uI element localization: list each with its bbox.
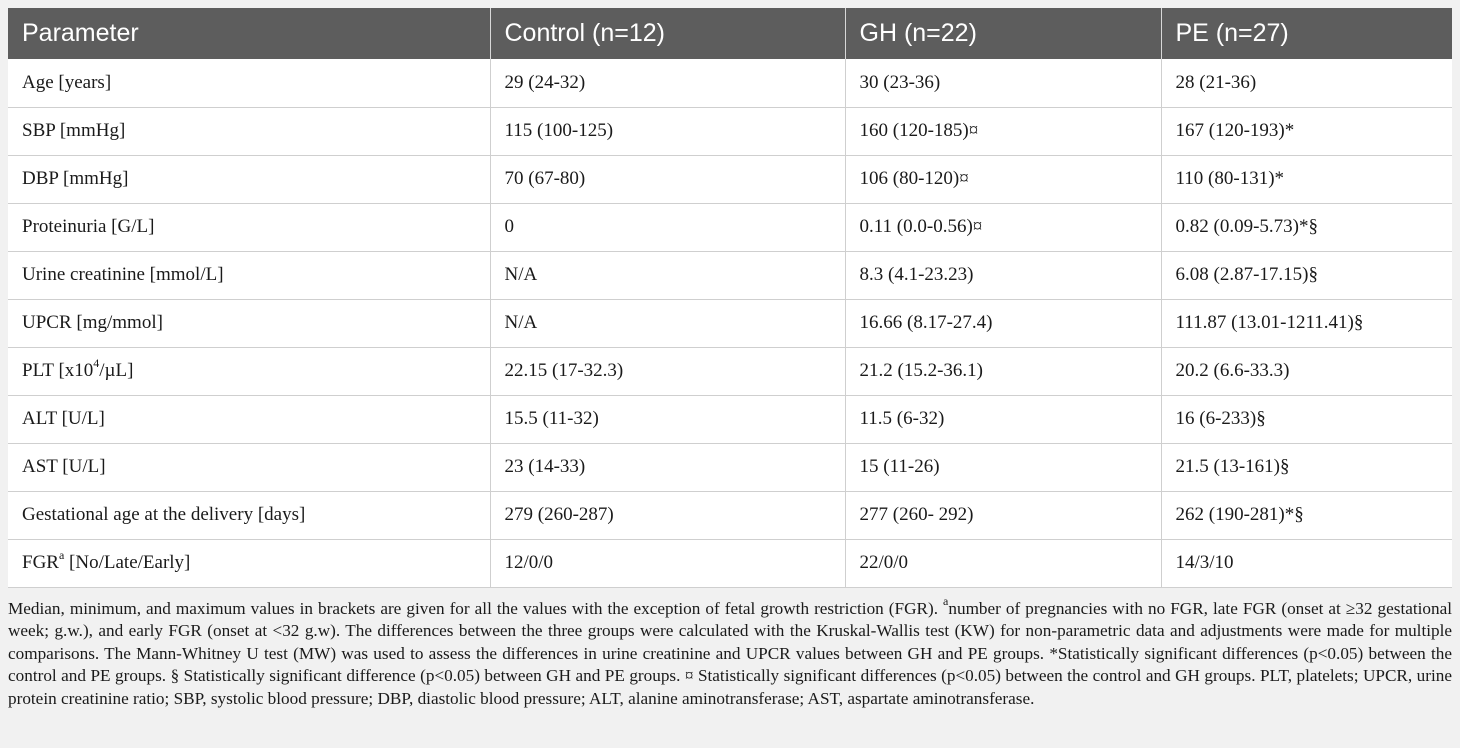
cell-control: 22.15 (17-32.3) (490, 347, 845, 395)
cell-control: 15.5 (11-32) (490, 395, 845, 443)
cell-pe: 110 (80-131)* (1161, 155, 1452, 203)
cell-pe: 21.5 (13-161)§ (1161, 443, 1452, 491)
cell-control: 115 (100-125) (490, 107, 845, 155)
parameter-superscript: 4 (93, 355, 100, 370)
results-table (8, 8, 1452, 588)
cell-control: 0 (490, 203, 845, 251)
table-body (8, 59, 1452, 587)
parameter-label: AST [U/L] (22, 456, 106, 477)
header-parameter: Parameter (8, 8, 490, 59)
table-row (8, 203, 1452, 251)
cell-pe: 6.08 (2.87-17.15)§ (1161, 251, 1452, 299)
cell-parameter (8, 491, 490, 539)
cell-gh: 277 (260- 292) (845, 491, 1161, 539)
cell-pe: 28 (21-36) (1161, 59, 1452, 107)
cell-gh: 16.66 (8.17-27.4) (845, 299, 1161, 347)
cell-parameter (8, 59, 490, 107)
cell-parameter (8, 299, 490, 347)
cell-pe: 0.82 (0.09-5.73)*§ (1161, 203, 1452, 251)
parameter-label: Proteinuria [G/L] (22, 216, 155, 237)
cell-pe: 167 (120-193)* (1161, 107, 1452, 155)
table-row (8, 443, 1452, 491)
cell-parameter (8, 155, 490, 203)
footnote-text-1: Median, minimum, and maximum values in brackets are given for all the values with the exception of fetal growth restriction (FGR). (8, 599, 944, 618)
cell-parameter (8, 539, 490, 587)
footnote-superscript: a (943, 594, 949, 609)
cell-control: N/A (490, 251, 845, 299)
cell-pe: 20.2 (6.6-33.3) (1161, 347, 1452, 395)
cell-gh: 106 (80-120)¤ (845, 155, 1161, 203)
cell-parameter (8, 203, 490, 251)
cell-gh: 15 (11-26) (845, 443, 1161, 491)
table-row (8, 59, 1452, 107)
parameter-label: Age [years] (22, 71, 112, 93)
cell-parameter (8, 107, 490, 155)
table-row (8, 107, 1452, 155)
parameter-label: DBP [mmHg] (22, 168, 129, 189)
cell-parameter (8, 251, 490, 299)
cell-control: 23 (14-33) (490, 443, 845, 491)
cell-pe: 16 (6-233)§ (1161, 395, 1452, 443)
cell-parameter (8, 443, 490, 491)
table-row (8, 491, 1452, 539)
cell-control: N/A (490, 299, 845, 347)
cell-parameter (8, 347, 490, 395)
cell-control: 279 (260-287) (490, 491, 845, 539)
parameter-label-rest: [No/Late/Early] (64, 552, 191, 573)
parameter-superscript: a (58, 547, 65, 562)
header-row (8, 8, 1452, 59)
table-row (8, 347, 1452, 395)
parameter-label: UPCR [mg/mmol] (22, 312, 163, 333)
cell-control: 29 (24-32) (490, 59, 845, 107)
cell-gh: 11.5 (6-32) (845, 395, 1161, 443)
table-footnote (8, 594, 1452, 710)
parameter-label-rest: /µL] (99, 360, 134, 381)
parameter-label: Urine creatinine [mmol/L] (22, 264, 224, 285)
header-control: Control (n=12) (490, 8, 845, 59)
table-figure (8, 8, 1452, 740)
table-row (8, 539, 1452, 587)
parameter-label: SBP [mmHg] (22, 120, 126, 141)
table-row (8, 299, 1452, 347)
table-row (8, 155, 1452, 203)
cell-pe: 14/3/10 (1161, 539, 1452, 587)
cell-pe: 111.87 (13.01-1211.41)§ (1161, 299, 1452, 347)
cell-gh: 160 (120-185)¤ (845, 107, 1161, 155)
parameter-label: PLT [x10 (22, 360, 94, 381)
table-row (8, 395, 1452, 443)
parameter-label: FGR (22, 552, 59, 573)
footnote-text-2: number of pregnancies with no FGR, late FGR (onset at ≥32 gestational week; g.w.), and early FGR (onset at <32 g.w). The differences between the three groups were calculated with the Kruskal-Wallis test (KW) for non-parametric data and adjustments were made for multiple comparisons. The Mann-Whitney U test (MW) was used to assess the differences in urine creatinine and UPCR values between GH and PE groups. *Statistically significant differences (p<0.05) between the control and PE groups. § Statistically significant difference (p<0.05) between GH and PE groups. ¤ Statistically significant differences (p<0.05) between the control and GH groups. PLT, platelets; UPCR, urine protein creatinine ratio; SBP, systolic blood pressure; DBP, diastolic blood pressure; ALT, alanine aminotransferase; AST, aspartate aminotransferase. (8, 599, 1452, 708)
cell-gh: 22/0/0 (845, 539, 1161, 587)
table-header (8, 8, 1452, 59)
cell-parameter (8, 395, 490, 443)
header-gh: GH (n=22) (845, 8, 1161, 59)
cell-gh: 0.11 (0.0-0.56)¤ (845, 203, 1161, 251)
cell-control: 12/0/0 (490, 539, 845, 587)
parameter-label: Gestational age at the delivery [days] (22, 504, 306, 525)
table-row (8, 251, 1452, 299)
parameter-label: ALT [U/L] (22, 408, 105, 429)
cell-gh: 8.3 (4.1-23.23) (845, 251, 1161, 299)
cell-control: 70 (67-80) (490, 155, 845, 203)
cell-pe: 262 (190-281)*§ (1161, 491, 1452, 539)
cell-gh: 21.2 (15.2-36.1) (845, 347, 1161, 395)
cell-gh: 30 (23-36) (845, 59, 1161, 107)
header-pe: PE (n=27) (1175, 19, 1289, 47)
